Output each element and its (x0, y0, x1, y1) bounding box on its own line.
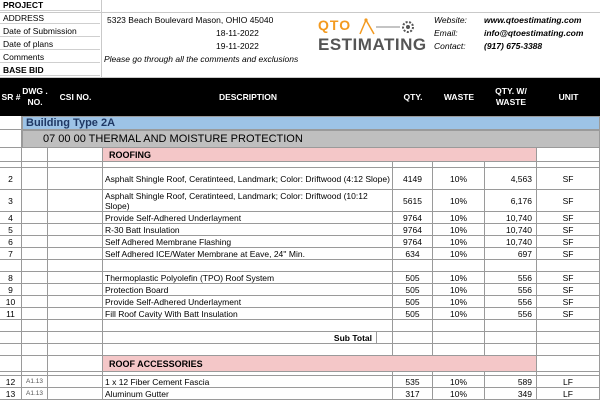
qty-waste-cell: 349 (485, 388, 537, 400)
col-qty-waste: QTY. W/ WASTE (495, 86, 527, 107)
qty-cell: 5615 (393, 190, 433, 212)
unit-cell: SF (537, 224, 600, 236)
description-cell: Thermoplastic Polyolefin (TPO) Roof System (103, 272, 393, 284)
description-cell: Asphalt Shingle Roof, Ceratinteed, Landmark; Color: Driftwood (4:12 Slope) (103, 168, 393, 190)
roofing-section-row (0, 148, 600, 162)
website-label: Website: (434, 15, 467, 25)
waste-cell: 10% (433, 284, 485, 296)
sr-cell: 5 (0, 224, 22, 236)
unit-cell: SF (537, 236, 600, 248)
sr-cell: 12 (0, 376, 22, 388)
table-row (0, 284, 600, 296)
sr-cell: 3 (0, 190, 22, 212)
waste-cell: 10% (433, 296, 485, 308)
building-type-row (0, 116, 600, 130)
table-header (0, 78, 600, 116)
unit-cell: SF (537, 308, 600, 320)
unit-cell: SF (537, 248, 600, 260)
sr-cell: 6 (0, 236, 22, 248)
waste-cell: 10% (433, 190, 485, 212)
table-row (0, 296, 600, 308)
waste-cell: 10% (433, 308, 485, 320)
table-row (0, 272, 600, 284)
waste-cell: 10% (433, 248, 485, 260)
qty-waste-cell: 10,740 (485, 212, 537, 224)
col-csi: CSI NO. (59, 91, 92, 102)
qty-cell: 505 (393, 296, 433, 308)
col-unit: UNIT (558, 91, 579, 102)
date-submission-label: Date of Submission (0, 26, 100, 37)
unit-cell: SF (537, 190, 600, 212)
qty-waste-cell: 556 (485, 284, 537, 296)
qty-cell: 634 (393, 248, 433, 260)
waste-cell: 10% (433, 212, 485, 224)
qty-waste-cell: 556 (485, 308, 537, 320)
base-bid-label: BASE BID (0, 65, 100, 76)
table-row (0, 376, 600, 388)
description-cell: R-30 Batt Insulation (103, 224, 393, 236)
dwg-cell: A1.13 (22, 376, 48, 388)
description-cell: Protection Board (103, 284, 393, 296)
waste-cell: 10% (433, 376, 485, 388)
description-cell: Asphalt Shingle Roof, Ceratinteed, Landmark; Color: Driftwood (10:12 Slope) (103, 190, 393, 212)
logo-qto-text: QTO (318, 17, 352, 33)
subtotal-label: Sub Total (103, 332, 377, 344)
contact-label: Contact: (434, 41, 466, 51)
unit-cell: SF (537, 212, 600, 224)
description-cell: Self Adhered ICE/Water Membrane at Eave, 24'' Min. (103, 248, 393, 260)
date-plans-value: 19-11-2022 (216, 41, 259, 51)
company-logo (318, 17, 427, 61)
table-row (0, 168, 600, 190)
unit-cell: SF (537, 168, 600, 190)
qty-cell: 9764 (393, 236, 433, 248)
address-label: ADDRESS (0, 13, 100, 24)
division-row (0, 130, 600, 148)
sr-cell: 7 (0, 248, 22, 260)
roof-accessories-title: ROOF ACCESSORIES (103, 356, 537, 372)
description-cell: Provide Self-Adhered Underlayment (103, 212, 393, 224)
email-link[interactable]: info@qtoestimating.com (484, 28, 584, 38)
description-cell: Aluminum Gutter (103, 388, 393, 400)
qty-cell: 317 (393, 388, 433, 400)
col-qty: QTY. (403, 91, 423, 102)
table-row (0, 190, 600, 212)
website-link[interactable]: www.qtoestimating.com (484, 15, 582, 25)
table-row (0, 248, 600, 260)
sr-cell: 4 (0, 212, 22, 224)
roof-accessories-section-row (0, 356, 600, 372)
unit-cell: LF (537, 376, 600, 388)
waste-cell: 10% (433, 388, 485, 400)
unit-cell: SF (537, 284, 600, 296)
col-dwg: DWG . NO. (22, 86, 48, 107)
qty-waste-cell: 556 (485, 272, 537, 284)
table-row (0, 224, 600, 236)
qty-cell: 9764 (393, 224, 433, 236)
waste-cell: 10% (433, 236, 485, 248)
waste-cell: 10% (433, 224, 485, 236)
spacer-row (0, 320, 600, 332)
table-row (0, 236, 600, 248)
building-type-label: Building Type 2A (22, 116, 600, 130)
project-header (0, 0, 600, 78)
qty-cell: 535 (393, 376, 433, 388)
dwg-cell: A1.13 (22, 388, 48, 400)
qty-cell: 4149 (393, 168, 433, 190)
description-cell: Provide Self-Adhered Underlayment (103, 296, 393, 308)
unit-cell: SF (537, 272, 600, 284)
table-row (0, 212, 600, 224)
email-label: Email: (434, 28, 458, 38)
qty-waste-cell: 10,740 (485, 224, 537, 236)
sr-cell: 2 (0, 168, 22, 190)
waste-cell: 10% (433, 272, 485, 284)
division-label: 07 00 00 THERMAL AND MOISTURE PROTECTION (22, 130, 600, 148)
address-value: 5323 Beach Boulevard Mason, OHIO 45040 (107, 15, 274, 25)
qty-cell: 505 (393, 284, 433, 296)
col-description: DESCRIPTION (218, 91, 278, 102)
sr-cell: 8 (0, 272, 22, 284)
description-cell: Fill Roof Cavity With Batt Insulation (103, 308, 393, 320)
col-sr: SR # (1, 91, 21, 102)
sr-cell: 10 (0, 296, 22, 308)
project-label: PROJECT (0, 0, 100, 11)
qty-waste-cell: 589 (485, 376, 537, 388)
subtotal-row (0, 332, 600, 344)
roofing-section-title: ROOFING (103, 148, 537, 162)
qty-cell: 505 (393, 272, 433, 284)
qty-waste-cell: 697 (485, 248, 537, 260)
table-row (0, 308, 600, 320)
sr-cell: 11 (0, 308, 22, 320)
sr-cell: 9 (0, 284, 22, 296)
compass-gear-icon (358, 18, 416, 36)
unit-cell: LF (537, 388, 600, 400)
description-cell: Self Adhered Membrane Flashing (103, 236, 393, 248)
spacer-row (0, 260, 600, 272)
qty-cell: 9764 (393, 212, 433, 224)
sr-cell: 13 (0, 388, 22, 400)
spacer-row (0, 344, 600, 356)
comments-value: Please go through all the comments and exclusions (104, 54, 299, 64)
qty-waste-cell: 556 (485, 296, 537, 308)
table-row (0, 388, 600, 400)
waste-cell: 10% (433, 168, 485, 190)
logo-estimating-text: ESTIMATING (318, 35, 427, 54)
qty-waste-cell: 4,563 (485, 168, 537, 190)
qty-waste-cell: 6,176 (485, 190, 537, 212)
col-waste: WASTE (443, 91, 475, 102)
date-submission-value: 18-11-2022 (216, 28, 259, 38)
description-cell: 1 x 12 Fiber Cement Fascia (103, 376, 393, 388)
unit-cell: SF (537, 296, 600, 308)
comments-label: Comments (0, 52, 100, 63)
qty-waste-cell: 10,740 (485, 236, 537, 248)
phone-number: (917) 675-3388 (484, 41, 543, 51)
qty-cell: 505 (393, 308, 433, 320)
date-plans-label: Date of plans (0, 39, 100, 50)
